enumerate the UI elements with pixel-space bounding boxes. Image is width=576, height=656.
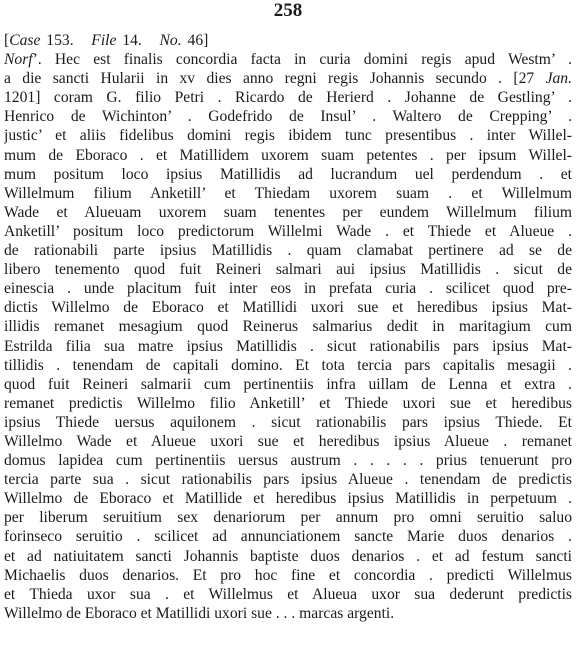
text-line	[4, 547, 572, 566]
text-line	[4, 508, 572, 527]
text-line	[4, 126, 572, 145]
text-line	[4, 50, 572, 69]
text-segment: et ad natiuitatem sancti Johannis baptiste duos denarios . et ad festum sancti	[4, 547, 572, 565]
text-line	[4, 203, 572, 222]
text-segment: dictis Willelmo de Eboraco et Matillidi uxori sue et heredibus ipsius Mat-	[4, 299, 572, 317]
text-line	[4, 451, 572, 470]
page-number: 258	[273, 0, 303, 21]
text-line	[4, 69, 572, 88]
text-segment: Willelmo de Eboraco et Matillidi uxori sue . . . marcas argenti.	[4, 604, 395, 622]
text-line	[4, 585, 572, 604]
text-line	[4, 527, 572, 546]
document-text	[4, 31, 572, 623]
text-segment: a die sancti Hularii in xv dies anno regni regis Johannis secundo . [27	[4, 70, 546, 88]
text-segment: per liberum seruitium sex denariorum per annum pro omni seruitio saluo	[4, 509, 572, 527]
text-segment: Michaelis duos denarios. Et pro hoc fine et concordia . predicti Willelmus	[4, 566, 572, 584]
text-segment: forinseco seruitio . scilicet ad annunciationem sancte Marie duos denarios .	[4, 528, 572, 546]
text-line	[4, 222, 572, 241]
text-segment: tillidis . tenendam de capitali domino. Et tota tercia pars capitalis mesagii .	[4, 356, 572, 374]
text-segment: quod fuit Reineri salmarii cum pertinentiis infra uillam de Lenna et extra .	[4, 375, 572, 393]
text-line	[4, 394, 572, 413]
text-line	[4, 413, 572, 432]
case-number: 153.	[46, 32, 74, 49]
text-segment: justic’ et aliis fidelibus domini regis ibidem tunc presentibus . inter Willel-	[4, 127, 572, 145]
body-lines	[4, 50, 572, 623]
text-line	[4, 432, 572, 451]
text-segment: et Thieda uxor sua . et Willelmus et Alueua uxor sua dederunt predictis	[4, 585, 572, 603]
text-line	[4, 241, 572, 260]
text-segment: Willelmum filium Anketill’ et Thiedam uxorem suam . et Willelmum	[4, 184, 572, 202]
text-segment: ipsius Thiede uersus aquilonem . sicut rationabilis pars ipsius Thiede. Et	[4, 413, 572, 431]
case-header	[4, 31, 572, 50]
no-number: 46]	[187, 32, 209, 49]
no-label: No.	[159, 32, 182, 49]
text-line	[4, 184, 572, 203]
text-line	[4, 317, 572, 336]
text-segment: einescia . unde placitum fuit inter eos in prefata curia . scilicet quod pre-	[4, 280, 572, 298]
text-line	[4, 566, 572, 585]
text-segment: mum positum loco ipsius Matillidis ad lucrandum uel perdendum . et	[4, 165, 572, 183]
text-line	[4, 146, 572, 165]
text-segment: remanet predictis Willelmo filio Anketill’ et Thiede uxori sue et heredibus	[4, 394, 572, 412]
text-segment: libero tenemento quod fuit Reineri salmari aui ipsius Matillidis . sicut de	[4, 261, 572, 279]
text-segment: Willelmo de Eboraco et Matillide et heredibus ipsius Matillidis in perpetuum .	[4, 490, 572, 508]
text-segment: Anketill’ positum loco predictorum Willelmi Wade . et Thiede et Alueue .	[4, 222, 572, 240]
text-segment: Willelmo Wade et Alueue uxori sue et heredibus ipsius Alueue . remanet	[4, 432, 572, 450]
text-segment: Estrilda filia sua matre ipsius Matillidis . sicut rationabilis pars ipsius Mat-	[4, 337, 572, 355]
text-segment: Wade et Alueuam uxorem suam tenentes per eundem Willelmum filium	[4, 203, 572, 221]
text-line	[4, 375, 572, 394]
text-segment: tercia parte sua . sicut rationabilis pars ipsius Alueue . tenendam de predictis	[4, 471, 572, 489]
text-segment: mum de Eboraco . et Matillidem uxorem suam petentes . per ipsum Willel-	[4, 146, 572, 164]
text-line	[4, 489, 572, 508]
file-number: 14.	[122, 32, 142, 49]
text-segment: ’. Hec est finalis concordia facta in curia domini regis apud Westm’ .	[32, 51, 572, 69]
case-header-bracket: [	[4, 32, 10, 49]
text-segment: domus lapidea cum pertinentiis uersus austrum . . . . . prius tenuerunt pro	[4, 452, 572, 470]
text-line	[4, 356, 572, 375]
text-segment: illidis remanet mesagium quod Reinerus salmarius dedit in maritagium cum	[4, 318, 572, 336]
file-label: File	[91, 32, 117, 49]
text-line	[4, 88, 572, 107]
case-label: Case	[9, 32, 41, 49]
text-line	[4, 279, 572, 298]
text-line	[4, 165, 572, 184]
text-line	[4, 260, 572, 279]
text-line	[4, 337, 572, 356]
text-line	[4, 107, 572, 126]
text-segment: de rationabili parte ipsius Matillidis . quam clamabat pertinere ad se de	[4, 242, 572, 260]
text-line	[4, 604, 572, 623]
italic-text: Norf	[4, 51, 33, 69]
italic-text: Jan.	[545, 70, 572, 88]
text-segment: Henrico de Wichinton’ . Godefrido de Insul’ . Waltero de Crepping’ .	[4, 108, 572, 126]
text-segment: 1201] coram G. filio Petri . Ricardo de Herierd . Johanne de Gestling’ .	[4, 89, 572, 107]
text-line	[4, 298, 572, 317]
text-line	[4, 470, 572, 489]
